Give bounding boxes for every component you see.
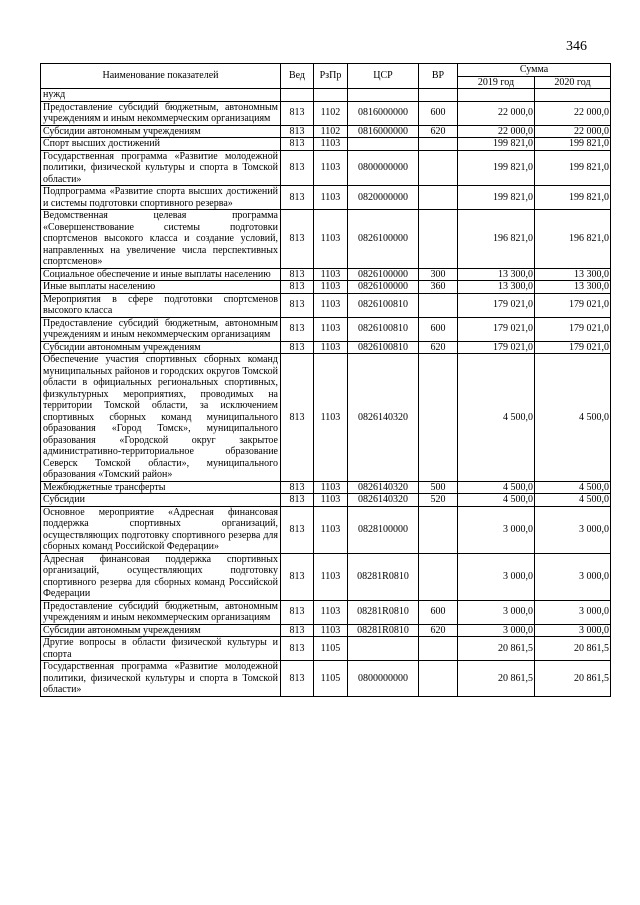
cell-2020: 199 821,0 xyxy=(535,150,611,186)
cell-2019: 199 821,0 xyxy=(458,138,535,151)
cell-name: Иные выплаты населению xyxy=(41,281,281,294)
cell-csr: 0826140320 xyxy=(348,354,419,482)
cell-name: Предоставление субсидий бюджетным, автономным учреждениям и иным некоммерческим организациям xyxy=(41,317,281,341)
cell-csr: 0816000000 xyxy=(348,125,419,138)
cell-ved: 813 xyxy=(281,506,314,553)
cell-ved: 813 xyxy=(281,341,314,354)
cell-2020: 4 500,0 xyxy=(535,354,611,482)
cell-2020: 20 861,5 xyxy=(535,637,611,661)
header-vr: ВР xyxy=(419,64,458,89)
cell-2019: 20 861,5 xyxy=(458,637,535,661)
table-row xyxy=(41,600,611,624)
header-2020: 2020 год xyxy=(535,76,611,89)
cell-2020: 4 500,0 xyxy=(535,481,611,494)
cell-2019: 179 021,0 xyxy=(458,341,535,354)
cell-csr: 0826100000 xyxy=(348,281,419,294)
cell-rzpr xyxy=(314,89,348,102)
cell-2019: 22 000,0 xyxy=(458,125,535,138)
cell-csr: 08281R0810 xyxy=(348,553,419,600)
cell-ved: 813 xyxy=(281,186,314,210)
cell-vr xyxy=(419,150,458,186)
cell-ved: 813 xyxy=(281,494,314,507)
cell-ved: 813 xyxy=(281,281,314,294)
table-row xyxy=(41,293,611,317)
cell-rzpr: 1105 xyxy=(314,661,348,697)
table-row xyxy=(41,101,611,125)
cell-ved: 813 xyxy=(281,481,314,494)
cell-ved xyxy=(281,89,314,102)
cell-2020: 199 821,0 xyxy=(535,138,611,151)
cell-csr: 0816000000 xyxy=(348,101,419,125)
header-ved: Вед xyxy=(281,64,314,89)
cell-2019: 4 500,0 xyxy=(458,494,535,507)
cell-2020 xyxy=(535,89,611,102)
cell-2020: 13 300,0 xyxy=(535,268,611,281)
cell-rzpr: 1102 xyxy=(314,101,348,125)
cell-2019: 3 000,0 xyxy=(458,553,535,600)
cell-csr: 0826100000 xyxy=(348,210,419,269)
cell-name: Ведомственная целевая программа «Совершенствование системы подготовки спортсменов высокого класса и создание условий, направленных на увеличение числа перспективных спортсменов» xyxy=(41,210,281,269)
cell-2019: 196 821,0 xyxy=(458,210,535,269)
cell-name: Предоставление субсидий бюджетным, автономным учреждениям и иным некоммерческим организациям xyxy=(41,600,281,624)
cell-2019: 20 861,5 xyxy=(458,661,535,697)
table-row xyxy=(41,637,611,661)
cell-vr: 620 xyxy=(419,624,458,637)
header-name: Наименование показателей xyxy=(41,64,281,89)
cell-name: Другие вопросы в области физической культуры и спорта xyxy=(41,637,281,661)
cell-rzpr: 1103 xyxy=(314,506,348,553)
cell-vr xyxy=(419,354,458,482)
cell-2020: 179 021,0 xyxy=(535,317,611,341)
cell-2020: 3 000,0 xyxy=(535,553,611,600)
table-row xyxy=(41,506,611,553)
cell-name: Социальное обеспечение и иные выплаты населению xyxy=(41,268,281,281)
table-row xyxy=(41,150,611,186)
cell-name: Субсидии xyxy=(41,494,281,507)
cell-2020: 20 861,5 xyxy=(535,661,611,697)
cell-vr: 620 xyxy=(419,125,458,138)
cell-2019: 22 000,0 xyxy=(458,101,535,125)
cell-name: нужд xyxy=(41,89,281,102)
cell-vr: 520 xyxy=(419,494,458,507)
cell-rzpr: 1103 xyxy=(314,281,348,294)
cell-2020: 196 821,0 xyxy=(535,210,611,269)
table-row xyxy=(41,624,611,637)
table-row xyxy=(41,210,611,269)
cell-2020: 22 000,0 xyxy=(535,125,611,138)
cell-csr: 0800000000 xyxy=(348,150,419,186)
cell-rzpr: 1103 xyxy=(314,293,348,317)
cell-2020: 4 500,0 xyxy=(535,494,611,507)
cell-2019: 199 821,0 xyxy=(458,186,535,210)
cell-ved: 813 xyxy=(281,101,314,125)
cell-rzpr: 1103 xyxy=(314,600,348,624)
table-row xyxy=(41,89,611,102)
table-row xyxy=(41,281,611,294)
table-row xyxy=(41,494,611,507)
cell-csr xyxy=(348,637,419,661)
cell-ved: 813 xyxy=(281,210,314,269)
table-row xyxy=(41,354,611,482)
cell-csr xyxy=(348,89,419,102)
cell-2020: 199 821,0 xyxy=(535,186,611,210)
cell-2019: 4 500,0 xyxy=(458,354,535,482)
cell-vr xyxy=(419,506,458,553)
cell-name: Межбюджетные трансферты xyxy=(41,481,281,494)
cell-csr: 0820000000 xyxy=(348,186,419,210)
cell-2019: 4 500,0 xyxy=(458,481,535,494)
cell-vr: 600 xyxy=(419,101,458,125)
cell-rzpr: 1103 xyxy=(314,268,348,281)
cell-name: Мероприятия в сфере подготовки спортсменов высокого класса xyxy=(41,293,281,317)
cell-name: Подпрограмма «Развитие спорта высших достижений и системы подготовки спортивного резерва» xyxy=(41,186,281,210)
cell-ved: 813 xyxy=(281,637,314,661)
cell-csr: 0826100000 xyxy=(348,268,419,281)
cell-2019: 3 000,0 xyxy=(458,624,535,637)
header-2019: 2019 год xyxy=(458,76,535,89)
cell-2019: 3 000,0 xyxy=(458,506,535,553)
table-row xyxy=(41,317,611,341)
cell-csr: 0800000000 xyxy=(348,661,419,697)
cell-name: Спорт высших достижений xyxy=(41,138,281,151)
cell-vr xyxy=(419,661,458,697)
cell-rzpr: 1103 xyxy=(314,494,348,507)
cell-name: Государственная программа «Развитие молодежной политики, физической культуры и спорта в Томской области» xyxy=(41,150,281,186)
header-sum: Сумма xyxy=(458,64,611,77)
cell-ved: 813 xyxy=(281,661,314,697)
cell-ved: 813 xyxy=(281,125,314,138)
cell-vr: 500 xyxy=(419,481,458,494)
cell-ved: 813 xyxy=(281,354,314,482)
cell-csr: 0826100810 xyxy=(348,341,419,354)
table-row xyxy=(41,125,611,138)
cell-csr: 0826100810 xyxy=(348,317,419,341)
cell-vr: 300 xyxy=(419,268,458,281)
cell-name: Предоставление субсидий бюджетным, автономным учреждениям и иным некоммерческим организациям xyxy=(41,101,281,125)
cell-ved: 813 xyxy=(281,317,314,341)
cell-csr xyxy=(348,138,419,151)
cell-name: Субсидии автономным учреждениям xyxy=(41,624,281,637)
cell-name: Государственная программа «Развитие молодежной политики, физической культуры и спорта в Томской области» xyxy=(41,661,281,697)
page-number: 346 xyxy=(566,39,587,54)
cell-name: Субсидии автономным учреждениям xyxy=(41,341,281,354)
cell-name: Субсидии автономным учреждениям xyxy=(41,125,281,138)
cell-rzpr: 1105 xyxy=(314,637,348,661)
cell-rzpr: 1103 xyxy=(314,553,348,600)
cell-csr: 08281R0810 xyxy=(348,600,419,624)
cell-vr xyxy=(419,186,458,210)
table-row xyxy=(41,186,611,210)
cell-2019: 179 021,0 xyxy=(458,293,535,317)
cell-2020: 3 000,0 xyxy=(535,600,611,624)
cell-rzpr: 1102 xyxy=(314,125,348,138)
cell-csr: 0826140320 xyxy=(348,494,419,507)
cell-vr: 600 xyxy=(419,317,458,341)
table-row xyxy=(41,553,611,600)
table-row xyxy=(41,661,611,697)
table-row xyxy=(41,481,611,494)
cell-ved: 813 xyxy=(281,553,314,600)
cell-vr xyxy=(419,637,458,661)
cell-rzpr: 1103 xyxy=(314,150,348,186)
cell-vr xyxy=(419,89,458,102)
cell-2020: 22 000,0 xyxy=(535,101,611,125)
cell-ved: 813 xyxy=(281,293,314,317)
cell-2019: 3 000,0 xyxy=(458,600,535,624)
cell-2019: 13 300,0 xyxy=(458,268,535,281)
cell-rzpr: 1103 xyxy=(314,138,348,151)
cell-2020: 3 000,0 xyxy=(535,506,611,553)
cell-ved: 813 xyxy=(281,624,314,637)
cell-ved: 813 xyxy=(281,150,314,186)
header-csr: ЦСР xyxy=(348,64,419,89)
cell-name: Основное мероприятие «Адресная финансовая поддержка спортивных организаций, осуществляющих подготовку спортивного резерва для сборных команд Российской Федерации» xyxy=(41,506,281,553)
cell-ved: 813 xyxy=(281,138,314,151)
table-row xyxy=(41,268,611,281)
cell-vr xyxy=(419,210,458,269)
budget-table xyxy=(40,63,611,697)
cell-name: Адресная финансовая поддержка спортивных организаций, осуществляющих подготовку спортивного резерва для сборных команд Российской Федерации xyxy=(41,553,281,600)
cell-2019: 179 021,0 xyxy=(458,317,535,341)
cell-rzpr: 1103 xyxy=(314,341,348,354)
cell-rzpr: 1103 xyxy=(314,624,348,637)
cell-vr: 620 xyxy=(419,341,458,354)
cell-csr: 0826100810 xyxy=(348,293,419,317)
cell-ved: 813 xyxy=(281,600,314,624)
cell-csr: 0828100000 xyxy=(348,506,419,553)
cell-name: Обеспечение участия спортивных сборных команд муниципальных районов и городских округов Томской области в официальных региональных спортивных, физкультурных мероприятиях, проводимых на территории Томской области, за исключением спортивных сборных команд муниципального образования «Город Томск», муниципального образования «Городской округ закрытое административно-территориальное образование Северск Томской области», муниципального образования «Томский район» xyxy=(41,354,281,482)
cell-2019: 199 821,0 xyxy=(458,150,535,186)
cell-csr: 08281R0810 xyxy=(348,624,419,637)
cell-vr xyxy=(419,553,458,600)
table-row xyxy=(41,138,611,151)
cell-2020: 179 021,0 xyxy=(535,341,611,354)
table-body xyxy=(41,89,611,697)
cell-2020: 13 300,0 xyxy=(535,281,611,294)
cell-rzpr: 1103 xyxy=(314,317,348,341)
cell-rzpr: 1103 xyxy=(314,354,348,482)
cell-2020: 3 000,0 xyxy=(535,624,611,637)
cell-rzpr: 1103 xyxy=(314,481,348,494)
cell-vr xyxy=(419,138,458,151)
cell-vr: 360 xyxy=(419,281,458,294)
cell-rzpr: 1103 xyxy=(314,186,348,210)
cell-vr xyxy=(419,293,458,317)
header-rzpr: РзПр xyxy=(314,64,348,89)
cell-2020: 179 021,0 xyxy=(535,293,611,317)
cell-ved: 813 xyxy=(281,268,314,281)
cell-vr: 600 xyxy=(419,600,458,624)
table-row xyxy=(41,341,611,354)
cell-rzpr: 1103 xyxy=(314,210,348,269)
cell-2019: 13 300,0 xyxy=(458,281,535,294)
cell-csr: 0826140320 xyxy=(348,481,419,494)
cell-2019 xyxy=(458,89,535,102)
